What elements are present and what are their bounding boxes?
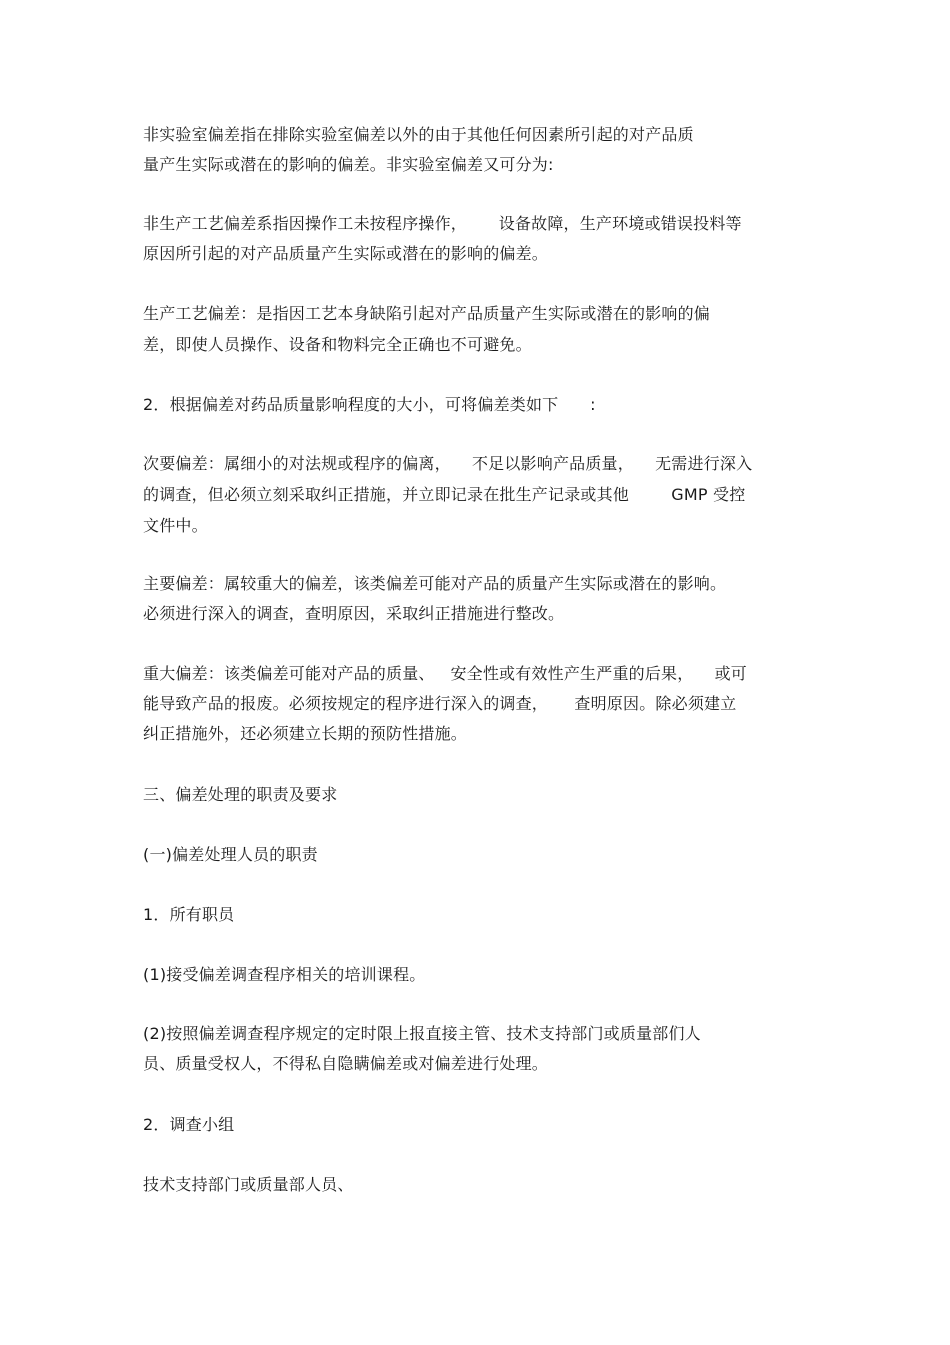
- item-1-heading: 1．所有职员: [143, 905, 235, 924]
- paragraph-4-line-1: 2．根据偏差对药品质量影响程度的大小，可将偏差类如下 :: [143, 395, 596, 414]
- paragraph-3-line-1: 生产工艺偏差：是指因工艺本身缺陷引起对产品质量产生实际或潜在的影响的偏: [143, 304, 711, 323]
- paragraph-7-line-3: 纠正措施外，还必须建立长期的预防性措施。: [143, 724, 468, 743]
- paragraph-2-line-2: 原因所引起的对产品质量产生实际或潜在的影响的偏差。: [143, 244, 549, 263]
- paragraph-1-line-1: 非实验室偏差指在排除实验室偏差以外的由于其他任何因素所引起的对产品质: [143, 125, 694, 144]
- item-1-point-1: (1)接受偏差调查程序相关的培训课程。: [143, 965, 426, 984]
- paragraph-6-line-1: 主要偏差：属较重大的偏差，该类偏差可能对产品的质量产生实际或潜在的影响。: [143, 574, 727, 593]
- paragraph-5-line-1: 次要偏差：属细小的对法规或程序的偏离， 不足以影响产品质量， 无需进行深入: [143, 454, 753, 473]
- item-1-point-2-line-2: 员、质量受权人，不得私自隐瞒偏差或对偏差进行处理。: [143, 1054, 549, 1073]
- final-paragraph: 技术支持部门或质量部人员、: [143, 1175, 354, 1194]
- item-1-point-2-line-1: (2)按照偏差调查程序规定的定时限上报直接主管、技术支持部门或质量部们人: [143, 1024, 701, 1043]
- paragraph-6-line-2: 必须进行深入的调查，查明原因，采取纠正措施进行整改。: [143, 604, 565, 623]
- section-heading: 三、偏差处理的职责及要求: [143, 785, 338, 804]
- paragraph-5-line-3: 文件中。: [143, 516, 208, 535]
- paragraph-3-line-2: 差，即使人员操作、设备和物料完全正确也不可避免。: [143, 335, 532, 354]
- paragraph-1-line-2: 量产生实际或潜在的影响的偏差。非实验室偏差又可分为:: [143, 155, 554, 174]
- paragraph-2-line-1: 非生产工艺偏差系指因操作工未按程序操作， 设备故障，生产环境或错误投料等: [143, 214, 742, 233]
- paragraph-5-line-2: 的调查，但必须立刻采取纠正措施，并立即记录在批生产记录或其他 GMP 受控: [143, 485, 746, 504]
- paragraph-7-line-1: 重大偏差：该类偏差可能对产品的质量、 安全性或有效性产生严重的后果， 或可: [143, 664, 748, 683]
- subsection-heading: (一)偏差处理人员的职责: [143, 845, 318, 864]
- paragraph-7-line-2: 能导致产品的报废。必须按规定的程序进行深入的调查， 查明原因。除必须建立: [143, 694, 737, 713]
- item-2-heading: 2．调查小组: [143, 1115, 235, 1134]
